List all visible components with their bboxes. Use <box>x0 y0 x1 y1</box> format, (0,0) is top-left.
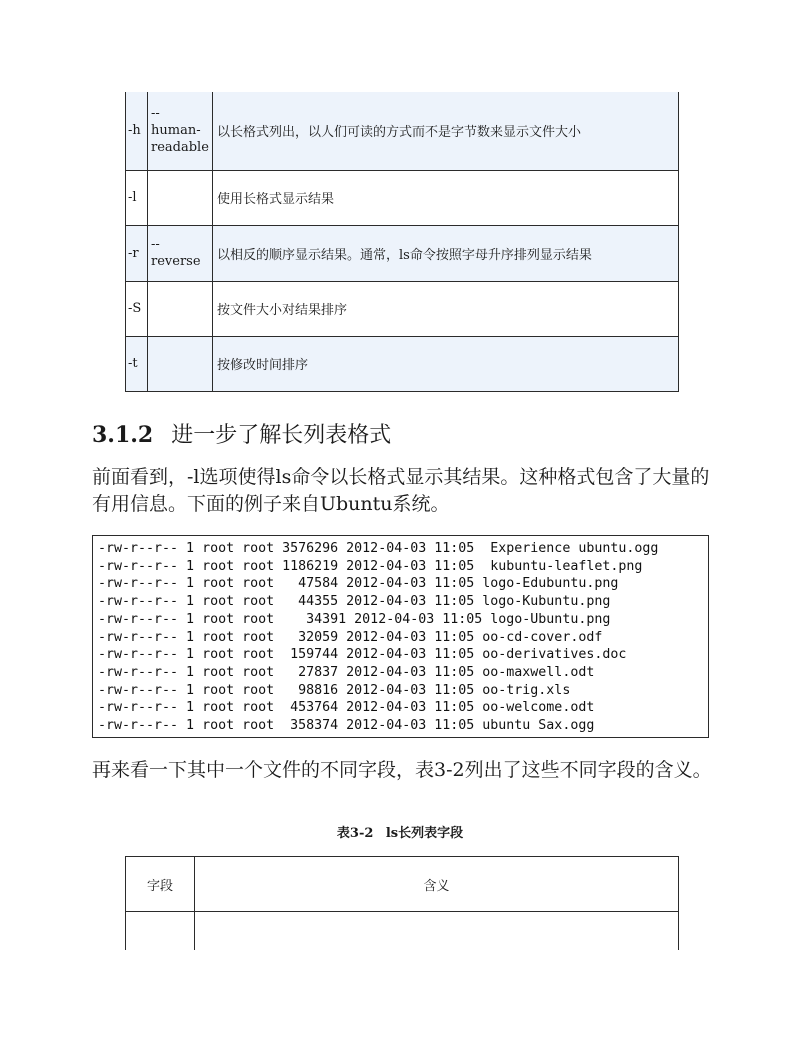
long-option-cell <box>148 170 213 225</box>
code-line: -rw-r--r-- 1 root root 34391 2012-04-03 11:05 logo-Ubuntu.png <box>98 611 611 627</box>
description-cell: 使用长格式显示结果 <box>213 170 679 225</box>
description-cell: 以相反的顺序显示结果。通常，ls命令按照字母升序排列显示结果 <box>213 225 679 281</box>
table-row <box>126 336 679 391</box>
code-line: -rw-r--r-- 1 root root 47584 2012-04-03 11:05 logo-Edubuntu.png <box>98 576 619 592</box>
long-option-line: --human- <box>151 106 201 139</box>
code-listing <box>92 535 709 738</box>
ls-fields-table <box>125 856 679 950</box>
code-line: -rw-r--r-- 1 root root 1186219 2012-04-03 11:05 kubuntu-leaflet.png <box>98 558 643 574</box>
intro-paragraph: 前面看到，-l选项使得ls命令以长格式显示其结果。这种格式包含了大量的有用信息。下面的例子来自Ubuntu系统。 <box>92 466 710 515</box>
section-title: 进一步了解长列表格式 <box>171 423 392 448</box>
section-heading <box>92 418 391 449</box>
code-line: -rw-r--r-- 1 root root 358374 2012-04-03 11:05 ubuntu Sax.ogg <box>98 718 595 734</box>
long-option-cell <box>148 92 213 170</box>
description-cell: 按修改时间排序 <box>213 336 679 391</box>
option-cell: -t <box>126 336 148 391</box>
table-row <box>126 912 679 951</box>
long-option-line: readable <box>151 140 209 156</box>
option-cell: -r <box>126 225 148 281</box>
option-cell: -h <box>126 92 148 170</box>
code-line: -rw-r--r-- 1 root root 44355 2012-04-03 11:05 logo-Kubuntu.png <box>98 594 611 610</box>
long-option-cell: --reverse <box>148 225 213 281</box>
meaning-cell <box>195 912 679 951</box>
description-cell: 按文件大小对结果排序 <box>213 281 679 336</box>
description-cell: 以长格式列出，以人们可读的方式而不是字节数来显示文件大小 <box>213 92 679 170</box>
option-cell: -l <box>126 170 148 225</box>
table-row <box>126 92 679 170</box>
code-line: -rw-r--r-- 1 root root 32059 2012-04-03 11:05 oo-cd-cover.odf <box>98 629 603 645</box>
header-field: 字段 <box>126 857 195 912</box>
section-number: 3.1.2 <box>92 422 154 448</box>
table-row <box>126 225 679 281</box>
code-line: -rw-r--r-- 1 root root 159744 2012-04-03 11:05 oo-derivatives.doc <box>98 647 627 663</box>
table-header-row <box>126 857 679 912</box>
table-row <box>126 281 679 336</box>
field-cell <box>126 912 195 951</box>
caption-label: 表3-2 <box>336 826 374 841</box>
caption-text: ls长列表字段 <box>385 826 464 841</box>
followup-paragraph: 再来看一下其中一个文件的不同字段，表3-2列出了这些不同字段的含义。 <box>92 759 712 781</box>
option-cell: -S <box>126 281 148 336</box>
code-line: -rw-r--r-- 1 root root 453764 2012-04-03 11:05 oo-welcome.odt <box>98 700 595 716</box>
header-meaning: 含义 <box>195 857 679 912</box>
table-row <box>126 170 679 225</box>
ls-options-table <box>125 92 679 392</box>
long-option-cell <box>148 336 213 391</box>
code-line: -rw-r--r-- 1 root root 98816 2012-04-03 11:05 oo-trig.xls <box>98 682 571 698</box>
table-caption <box>0 822 800 841</box>
code-line: -rw-r--r-- 1 root root 3576296 2012-04-03 11:05 Experience ubuntu.ogg <box>98 541 659 556</box>
long-option-cell <box>148 281 213 336</box>
code-line: -rw-r--r-- 1 root root 27837 2012-04-03 11:05 oo-maxwell.odt <box>98 664 595 680</box>
